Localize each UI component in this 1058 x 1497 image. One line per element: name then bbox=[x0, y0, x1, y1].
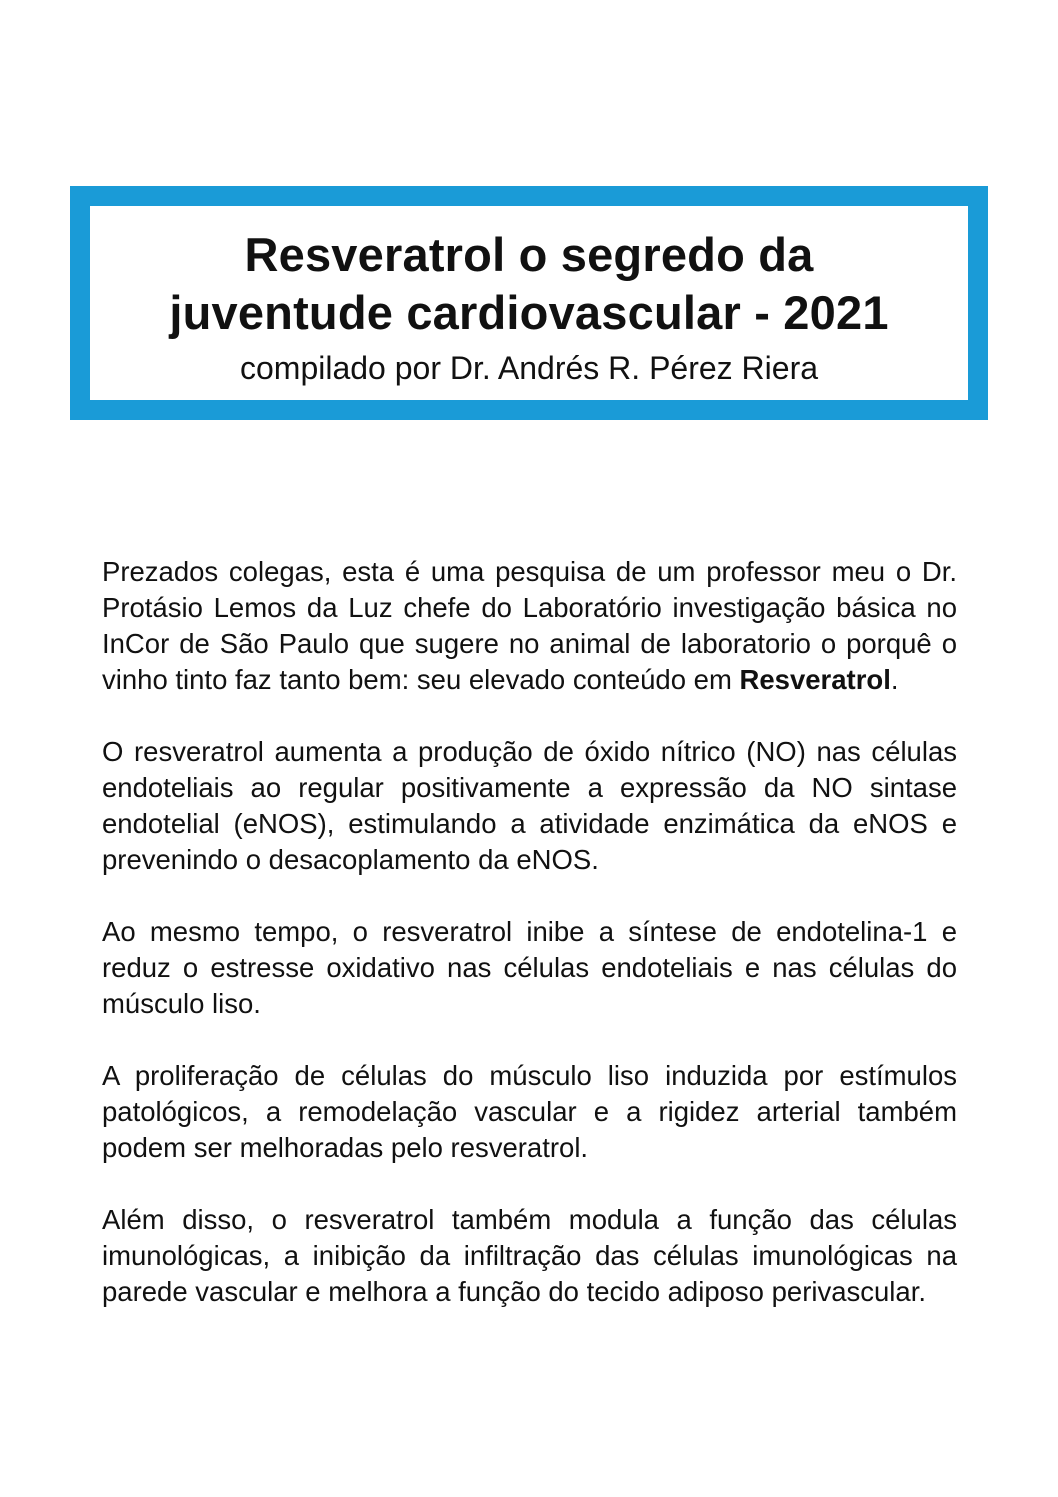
page-subtitle: compilado por Dr. Andrés R. Pérez Riera bbox=[239, 350, 819, 386]
paragraph-intro-bold: Resveratrol bbox=[739, 664, 891, 695]
title-frame bbox=[70, 186, 988, 420]
paragraph-intro-text: Prezados colegas, esta é uma pesquisa de um professor meu o Dr. Protásio Lemos da Luz chefe do Laboratório investigação básica no InCor de São Paulo que sugere no animal de laboratorio o porquê o vinho tinto faz tanto bem: seu elevado conteúdo em bbox=[102, 556, 957, 695]
body-text bbox=[102, 554, 957, 1346]
paragraph-intro bbox=[102, 554, 957, 698]
page-title-line-1: Resveratrol o segredo da bbox=[244, 228, 814, 281]
paragraph-nitric-oxide: O resveratrol aumenta a produção de óxido nítrico (NO) nas células endoteliais ao regular positivamente a expressão da NO sintase endotelial (eNOS), estimulando a atividade enzimática da eNOS e prevenindo o desacoplamento da eNOS. bbox=[102, 736, 957, 875]
paragraph-immune: Além disso, o resveratrol também modula a função das células imunológicas, a inibição da infiltração das células imunológicas na parede vascular e melhora a função do tecido adiposo perivascular. bbox=[102, 1204, 957, 1307]
paragraph-intro-end: . bbox=[890, 664, 899, 695]
page-title-line-2: juventude cardiovascular - 2021 bbox=[169, 286, 889, 339]
paragraph-endothelin: Ao mesmo tempo, o resveratrol inibe a síntese de endotelina-1 e reduz o estresse oxidativo nas células endoteliais e nas células do músculo liso. bbox=[102, 916, 957, 1019]
paragraph-proliferation: A proliferação de células do músculo liso induzida por estímulos patológicos, a remodelação vascular e a rigidez arterial também podem ser melhoradas pelo resveratrol. bbox=[102, 1060, 957, 1163]
